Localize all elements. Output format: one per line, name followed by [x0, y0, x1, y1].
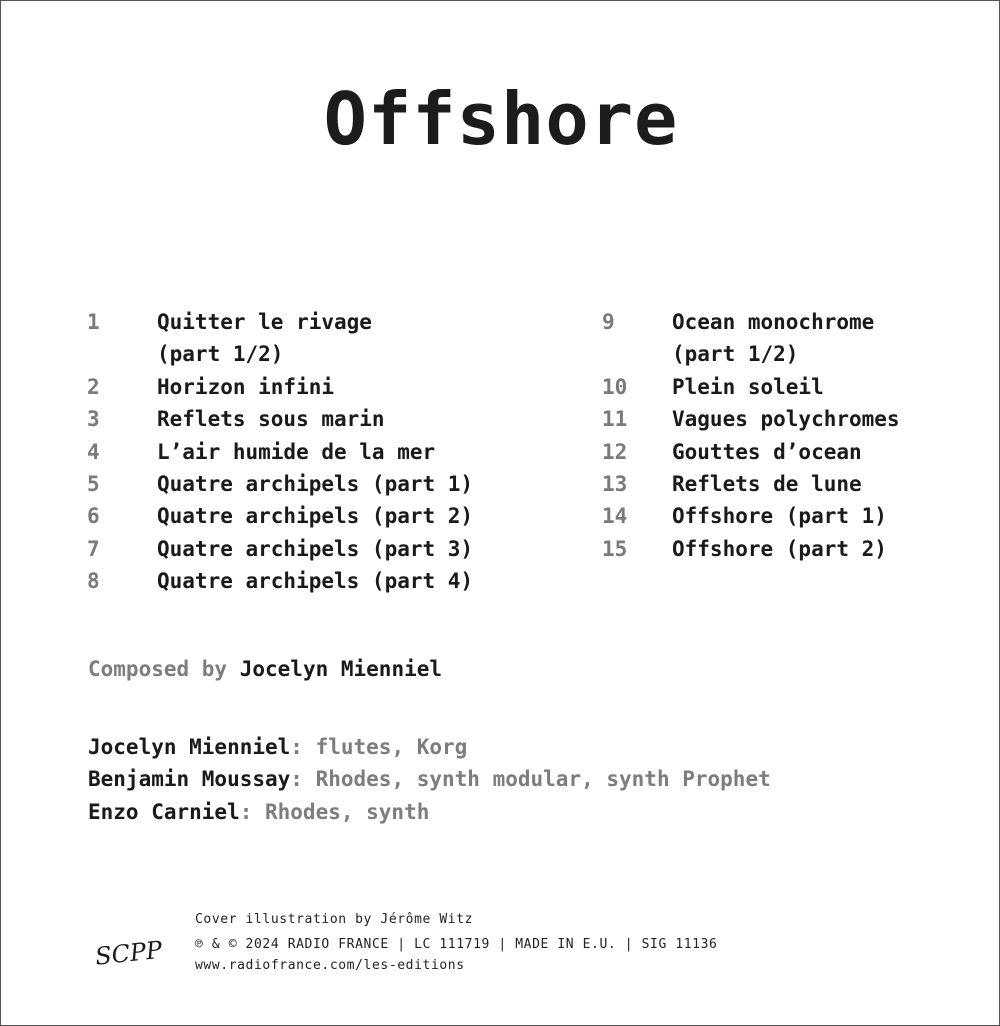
track-title: Quitter le rivage (part 1/2): [157, 310, 372, 367]
musician-instruments: : flutes, Korg: [290, 735, 468, 759]
musician-name: Jocelyn Mienniel: [88, 735, 291, 759]
musician-name: Enzo Carniel: [88, 799, 240, 824]
track-number: 7: [87, 536, 100, 561]
track-row: [602, 436, 992, 468]
musician-row: [88, 796, 771, 828]
track-title: Quatre archipels (part 1): [157, 472, 474, 497]
musician-name: Benjamin Moussay: [88, 767, 291, 792]
composer-name: Jocelyn Mienniel: [239, 657, 443, 681]
scpp-logo-icon: [91, 931, 171, 973]
track-title: Reflets de lune: [672, 472, 862, 497]
track-number: 13: [602, 472, 628, 497]
track-number: 3: [87, 407, 100, 432]
track-row: [602, 306, 992, 371]
track-number: 9: [602, 310, 615, 334]
musician-instruments: : Rhodes, synth modular, synth Prophet: [290, 767, 771, 792]
track-row: [87, 306, 557, 371]
track-number: 4: [87, 439, 100, 464]
track-title: Gouttes d’ocean: [672, 439, 862, 464]
track-row: [87, 468, 557, 500]
album-title: Offshore: [323, 77, 679, 161]
track-number: 1: [87, 310, 100, 334]
track-number: 11: [602, 407, 628, 432]
track-row: [602, 403, 992, 435]
track-number: 10: [602, 374, 628, 399]
track-number: 12: [602, 439, 628, 464]
track-title: Horizon infini: [157, 374, 335, 399]
musician-instruments: : Rhodes, synth: [239, 799, 430, 824]
track-number: 6: [87, 504, 100, 529]
musician-credits: [88, 731, 771, 828]
track-number: 5: [87, 472, 100, 497]
track-title: Offshore (part 2): [672, 536, 887, 561]
track-row: [87, 371, 557, 403]
track-row: [602, 468, 992, 500]
track-number: 15: [602, 536, 628, 561]
composer-line: [88, 657, 442, 681]
copyright-line: ℗ & © 2024 RADIO FRANCE | LC 111719 | MADE IN E.U. | SIG 11136: [195, 937, 718, 952]
website-link[interactable]: www.radiofrance.com/les-editions: [195, 958, 465, 973]
illustration-credit: Cover illustration by Jérôme Witz: [195, 912, 474, 927]
track-row: [602, 500, 992, 532]
tracklist-right: [602, 306, 992, 565]
track-title: Quatre archipels (part 3): [157, 536, 474, 561]
track-title: Ocean monochrome (part 1/2): [672, 310, 875, 367]
musician-row: [88, 763, 771, 795]
track-number: 2: [87, 374, 100, 399]
composed-by-label: Composed by: [88, 657, 228, 681]
legal-credits: [195, 907, 717, 975]
track-title: Offshore (part 1): [672, 504, 887, 529]
logo-text: SCPP: [93, 935, 164, 971]
musician-row: [88, 731, 771, 763]
track-number: 14: [602, 504, 628, 529]
track-title: Plein soleil: [672, 374, 824, 399]
track-title: L’air humide de la mer: [157, 439, 436, 464]
track-row: [87, 436, 557, 468]
track-title: Quatre archipels (part 2): [157, 504, 474, 529]
track-title: Reflets sous marin: [157, 407, 385, 432]
track-row: [602, 371, 992, 403]
track-row: [87, 403, 557, 435]
track-row: [87, 500, 557, 532]
track-title: Vagues polychromes: [672, 407, 900, 432]
track-row: [602, 533, 992, 565]
tracklist-left: [87, 306, 557, 598]
track-row: [87, 533, 557, 565]
track-number: 8: [87, 569, 100, 594]
track-title: Quatre archipels (part 4): [157, 569, 474, 594]
track-row: [87, 565, 557, 597]
